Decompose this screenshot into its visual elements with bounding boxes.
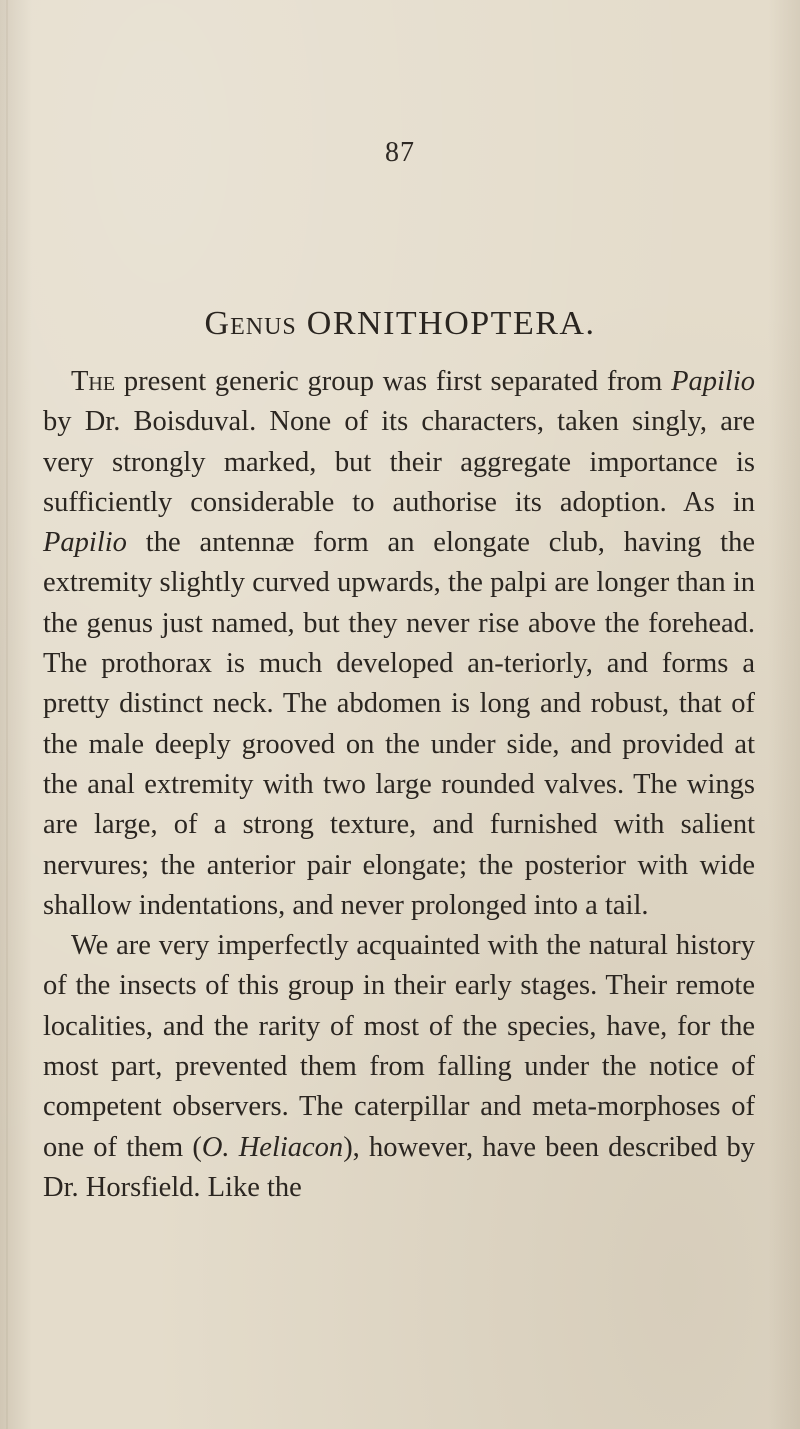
- paragraph-1-italic-b: Papilio: [43, 527, 127, 559]
- paragraph-2-text-a: We are very imperfectly acquainted with the natural history of the insects of this group in their early stages. Their remote localities, and the rarity of most of the species, have, for the most part, prevented them from falling under the notice of competent observers. The caterpillar and meta-morphoses of one of them (: [43, 930, 755, 1163]
- body-text: [43, 362, 755, 1208]
- paragraph-1-text-a: present generic group was first separated from: [115, 366, 672, 397]
- paragraph-1-text-c: the antennæ form an elongate club, having the extremity slightly curved upwards, the palpi are longer than in the genus just named, but they never rise above the forehead. The prothorax is much developed an-teriorly, and forms a pretty distinct neck. The abdomen is long and robust, that of the male deeply grooved on the under side, and provided at the anal extremity with two large rounded valves. The wings are large, of a strong texture, and furnished with salient nervures; the anterior pair elongate; the posterior with wide shallow indentations, and never prolonged into a tail.: [43, 527, 755, 921]
- paragraph-2-italic: O. Heliacon: [201, 1131, 344, 1163]
- heading-prefix: Genus: [204, 305, 297, 342]
- paragraph-1: [43, 362, 755, 926]
- heading-title: ORNITHOPTERA.: [306, 305, 596, 342]
- paragraph-2-text-b: ), however, have been described by Dr. Horsfield. Like the: [43, 1131, 755, 1203]
- paragraph-1-lead-word: The: [71, 366, 116, 397]
- page-edge-shadow: [6, 0, 8, 1429]
- paragraph-1-text-b: by Dr. Boisduval. None of its characters, taken singly, are very strongly marked, but their aggregate importance is sufficiently considerable to authorise its adoption. As in: [43, 406, 755, 518]
- page-number: 87: [385, 137, 415, 168]
- paragraph-2: [43, 926, 755, 1208]
- page-heading: [0, 305, 800, 343]
- paragraph-1-italic-a: Papilio: [671, 366, 755, 397]
